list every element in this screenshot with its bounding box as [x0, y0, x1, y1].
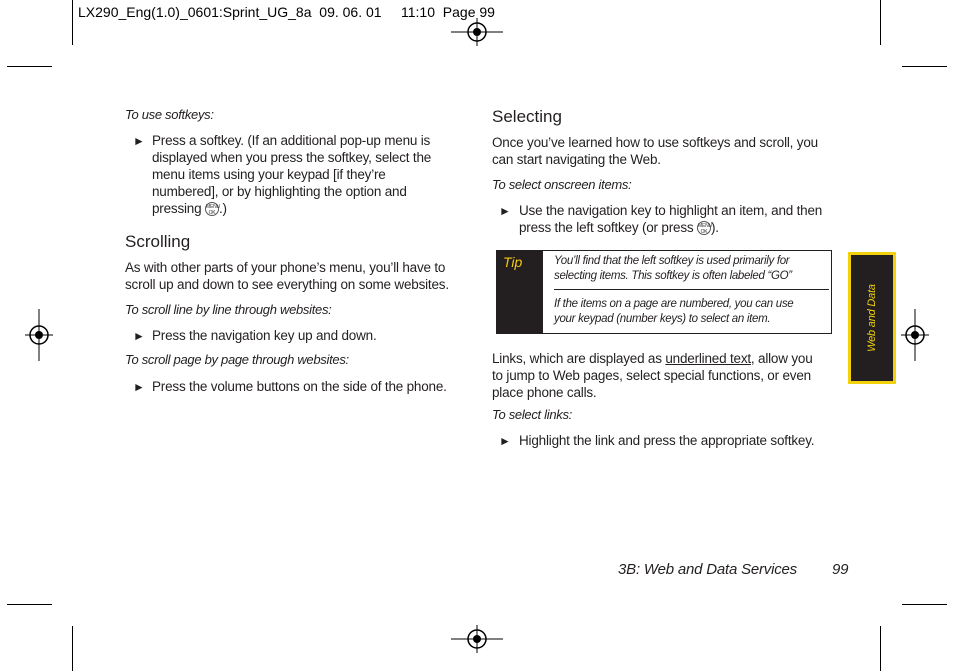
tip-divider	[554, 289, 829, 290]
registration-mark-icon	[451, 625, 503, 653]
tip-box	[496, 250, 832, 334]
registration-mark-icon	[25, 309, 53, 361]
tip-text-2: If the items on a page are numbered, you can use your keypad (number keys) to select an item.	[554, 298, 794, 325]
crop-mark	[902, 66, 947, 67]
bullet-icon: ►	[133, 134, 145, 148]
crop-mark	[72, 0, 73, 45]
crop-mark	[902, 604, 947, 605]
tip-label: Tip	[503, 254, 523, 270]
page-number: 99	[832, 561, 849, 578]
underlined-text-example: underlined text	[665, 351, 751, 366]
side-tab-label: Web and Data	[866, 284, 878, 352]
links-paragraph: Links, which are displayed as underlined text, allow you to jump to Web pages, select special functions, or even place phone calls.	[492, 351, 813, 400]
section-side-tab	[848, 252, 896, 384]
selecting-heading: Selecting	[492, 107, 562, 126]
links-bullet: Highlight the link and press the appropriate softkey.	[519, 433, 815, 448]
print-slug: LX290_Eng(1.0)_0601:Sprint_UG_8a 09. 06. 01 11:10 Page 99	[78, 4, 495, 20]
scroll-line-intro: To scroll line by line through websites:	[125, 302, 332, 317]
crop-mark	[880, 0, 881, 45]
scrolling-heading: Scrolling	[125, 232, 191, 251]
onscreen-bullet-text: Use the navigation key to highlight an item, and then press the left softkey (or press MENU OK ).	[519, 203, 823, 236]
registration-mark-icon	[451, 18, 503, 46]
ok-key-icon: MENU OK	[697, 223, 712, 236]
scroll-line-bullet: Press the navigation key up and down.	[152, 328, 377, 343]
onscreen-intro: To select onscreen items:	[492, 177, 632, 192]
bullet-icon: ►	[133, 329, 145, 343]
softkeys-bullet-text: Press a softkey. (If an additional pop-up menu is displayed when you press the softkey, select the menu items using your keypad [if they’re numbered], or by highlighting the option and pressing MENU OK .)	[152, 133, 432, 217]
registration-mark-icon	[901, 309, 929, 361]
selecting-paragraph: Once you’ve learned how to use softkeys and scroll, you can start navigating the Web.	[492, 135, 818, 167]
links-intro: To select links:	[492, 407, 572, 422]
crop-mark	[72, 626, 73, 671]
bullet-icon: ►	[499, 434, 511, 448]
scroll-page-bullet: Press the volume buttons on the side of the phone.	[152, 379, 447, 394]
ok-key-icon: MENU OK	[206, 204, 220, 217]
crop-mark	[880, 626, 881, 671]
tip-text-1: You’ll find that the left softkey is used primarily for selecting items. This softkey is often labeled “GO”	[554, 255, 792, 282]
crop-mark	[7, 66, 52, 67]
scrolling-paragraph: As with other parts of your phone’s menu, you’ll have to scroll up and down to see everything on some websites.	[125, 260, 449, 292]
softkeys-intro: To use softkeys:	[125, 107, 214, 122]
bullet-icon: ►	[133, 380, 145, 394]
crop-mark	[7, 604, 52, 605]
bullet-icon: ►	[499, 204, 511, 218]
scroll-page-intro: To scroll page by page through websites:	[125, 352, 349, 367]
footer-section-title: 3B: Web and Data Services	[618, 561, 797, 578]
